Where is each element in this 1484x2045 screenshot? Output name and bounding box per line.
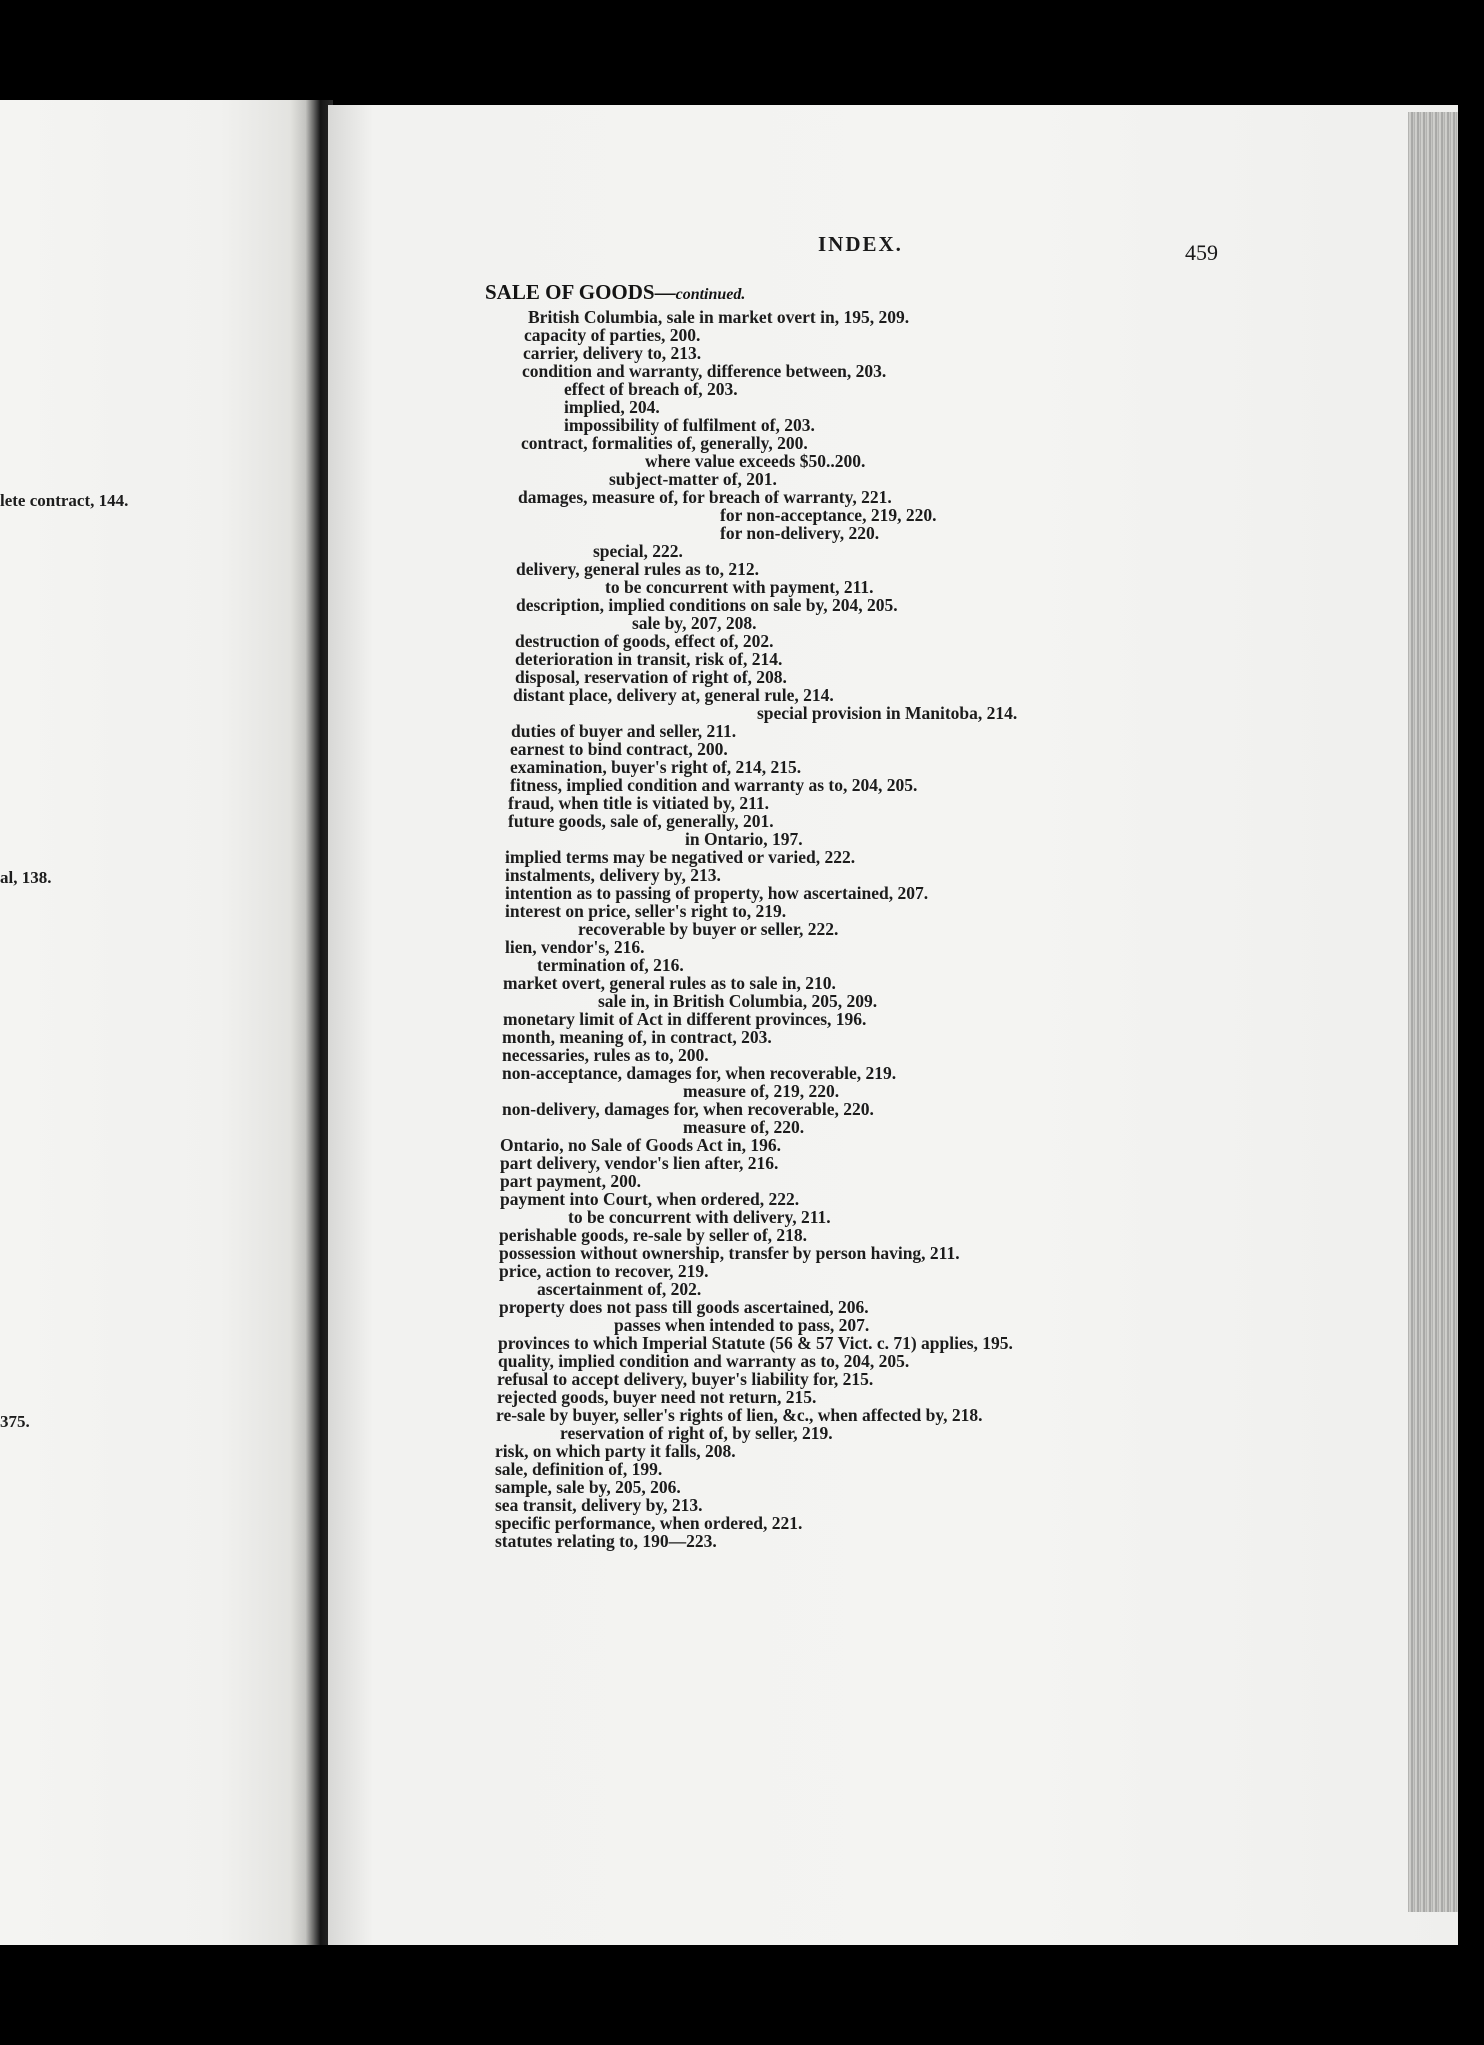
index-entry: refusal to accept delivery, buyer's liability for, 215. <box>497 1369 874 1389</box>
index-entry: carrier, delivery to, 213. <box>523 343 702 363</box>
index-entry: sale by, 207, 208. <box>632 613 757 633</box>
index-entry: month, meaning of, in contract, 203. <box>502 1027 772 1047</box>
index-entry: market overt, general rules as to sale in, 210. <box>503 973 836 993</box>
index-entry: non-delivery, damages for, when recoverable, 220. <box>502 1099 874 1119</box>
index-entry: to be concurrent with delivery, 211. <box>568 1207 831 1227</box>
index-entry: measure of, 220. <box>683 1117 805 1137</box>
index-entry: impossibility of fulfilment of, 203. <box>564 415 815 435</box>
index-entry: description, implied conditions on sale by, 204, 205. <box>516 595 898 615</box>
index-entry: Ontario, no Sale of Goods Act in, 196. <box>500 1135 781 1155</box>
left-page-fragment: al, 138. <box>0 868 52 887</box>
index-entry: examination, buyer's right of, 214, 215. <box>510 757 802 777</box>
index-entry: capacity of parties, 200. <box>524 325 701 345</box>
index-entry: to be concurrent with payment, 211. <box>605 577 874 597</box>
continued-label: continued. <box>675 286 746 303</box>
index-entry: specific performance, when ordered, 221. <box>495 1513 803 1533</box>
index-entry: price, action to recover, 219. <box>499 1261 709 1281</box>
index-entry: risk, on which party it falls, 208. <box>495 1441 736 1461</box>
index-entry: implied terms may be negatived or varied, 222. <box>505 847 856 867</box>
index-entry: possession without ownership, transfer by person having, 211. <box>499 1243 960 1263</box>
index-entry: fitness, implied condition and warranty as to, 204, 205. <box>510 775 918 795</box>
index-entry: passes when intended to pass, 207. <box>614 1315 870 1335</box>
index-entry: interest on price, seller's right to, 219. <box>505 901 787 921</box>
index-entry: ascertainment of, 202. <box>537 1279 702 1299</box>
index-entry: earnest to bind contract, 200. <box>510 739 728 759</box>
index-entry: sea transit, delivery by, 213. <box>495 1495 703 1515</box>
index-entry: contract, formalities of, generally, 200. <box>521 433 808 453</box>
index-entry: payment into Court, when ordered, 222. <box>500 1189 800 1209</box>
index-entry: duties of buyer and seller, 211. <box>511 721 737 741</box>
index-entry: in Ontario, 197. <box>685 829 803 849</box>
index-entry: fraud, when title is vitiated by, 211. <box>508 793 770 813</box>
index-entry: disposal, reservation of right of, 208. <box>515 667 787 687</box>
index-entry: British Columbia, sale in market overt in, 195, 209. <box>528 307 910 327</box>
page-number: 459 <box>1185 240 1218 265</box>
index-entry: special provision in Manitoba, 214. <box>757 703 1018 723</box>
index-entry: sale in, in British Columbia, 205, 209. <box>598 991 878 1011</box>
left-page-fragment: 375. <box>0 1412 30 1431</box>
index-entry: special, 222. <box>593 541 683 561</box>
index-entry: destruction of goods, effect of, 202. <box>515 631 774 651</box>
index-entry: perishable goods, re-sale by seller of, 218. <box>499 1225 808 1245</box>
index-entry: sale, definition of, 199. <box>495 1459 663 1479</box>
index-entry: statutes relating to, 190—223. <box>495 1531 717 1551</box>
index-entry: re-sale by buyer, seller's rights of lien, &c., when affected by, 218. <box>496 1405 983 1425</box>
index-entry: reservation of right of, by seller, 219. <box>560 1423 833 1443</box>
index-entry: part payment, 200. <box>500 1171 641 1191</box>
index-entry: instalments, delivery by, 213. <box>505 865 721 885</box>
index-entry: provinces to which Imperial Statute (56 & 57 Vict. c. 71) applies, 195. <box>498 1333 1013 1353</box>
index-entry: necessaries, rules as to, 200. <box>502 1045 709 1065</box>
index-entry: for non-delivery, 220. <box>720 523 880 543</box>
index-entry: where value exceeds $50..200. <box>645 451 866 471</box>
index-entry: property does not pass till goods ascertained, 206. <box>499 1297 869 1317</box>
index-entry: deterioration in transit, risk of, 214. <box>515 649 783 669</box>
index-entry: termination of, 216. <box>537 955 684 975</box>
index-entry: implied, 204. <box>564 397 660 417</box>
index-entry: measure of, 219, 220. <box>683 1081 840 1101</box>
index-entry: part delivery, vendor's lien after, 216. <box>500 1153 779 1173</box>
index-entry: subject-matter of, 201. <box>609 469 777 489</box>
index-entry: recoverable by buyer or seller, 222. <box>578 919 839 939</box>
section-title: SALE OF GOODS— <box>485 280 676 304</box>
index-entry: distant place, delivery at, general rule, 214. <box>513 685 834 705</box>
index-entry: rejected goods, buyer need not return, 215. <box>497 1387 817 1407</box>
left-page-fragment: lete contract, 144. <box>0 491 129 510</box>
index-entry: monetary limit of Act in different provinces, 196. <box>503 1009 867 1029</box>
index-entry: intention as to passing of property, how ascertained, 207. <box>505 883 929 903</box>
index-entry: non-acceptance, damages for, when recoverable, 219. <box>502 1063 897 1083</box>
index-entry: condition and warranty, difference between, 203. <box>522 361 887 381</box>
index-entry: quality, implied condition and warranty as to, 204, 205. <box>498 1351 910 1371</box>
index-entry: for non-acceptance, 219, 220. <box>720 505 937 525</box>
index-entry: damages, measure of, for breach of warranty, 221. <box>518 487 892 507</box>
index-entry: delivery, general rules as to, 212. <box>516 559 760 579</box>
running-header: INDEX. <box>818 232 903 256</box>
index-entry: sample, sale by, 205, 206. <box>495 1477 681 1497</box>
index-entry: future goods, sale of, generally, 201. <box>508 811 774 831</box>
index-entry: lien, vendor's, 216. <box>505 937 645 957</box>
index-entry: effect of breach of, 203. <box>564 379 738 399</box>
